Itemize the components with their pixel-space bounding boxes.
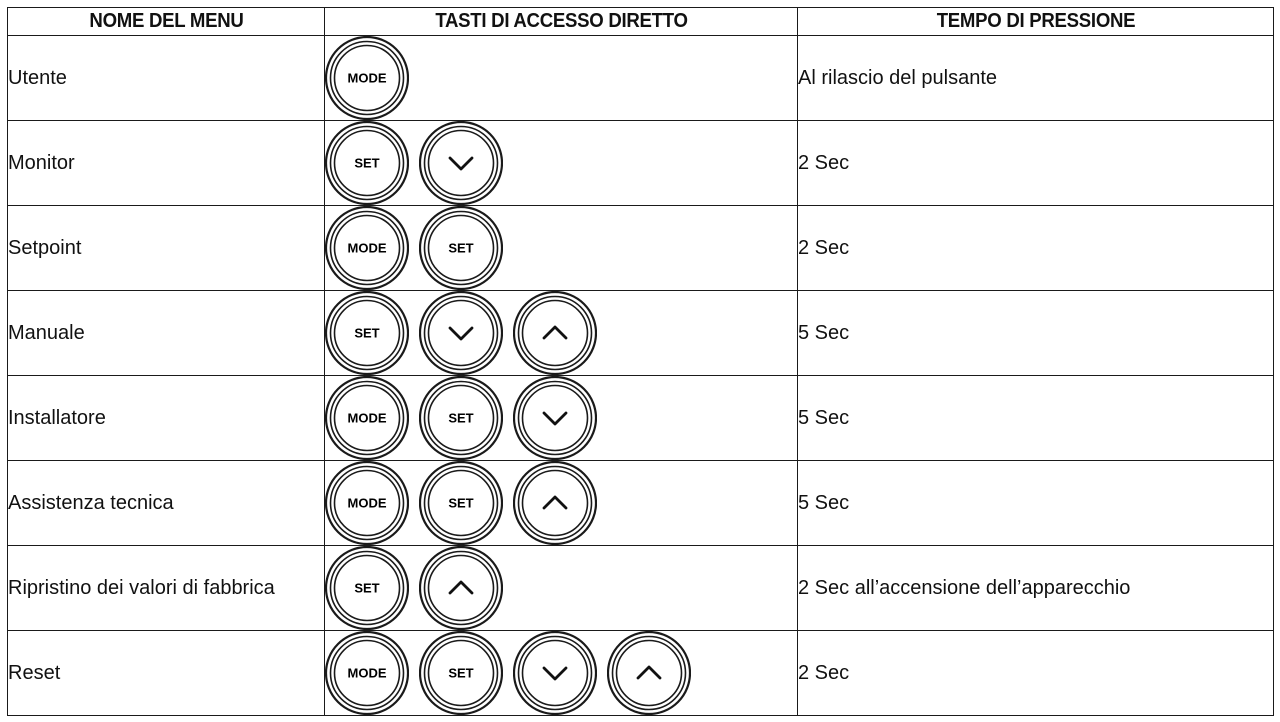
mode-key-icon [325,631,409,715]
set-key-icon [325,291,409,375]
table-row [8,121,1274,206]
set-key-label: SET [448,240,474,256]
set-key-label: SET [354,325,380,341]
menu-name-cell: Reset [8,631,325,716]
press-time-cell: 2 Sec [798,631,1274,716]
direct-keys-cell [325,461,798,546]
header-direct-keys: TASTI DI ACCESSO DIRETTO [341,8,781,36]
up-arrow-key-icon [607,631,691,715]
direct-keys-cell [325,291,798,376]
table-row [8,631,1274,716]
key-group [325,36,797,120]
key-group [325,291,797,375]
set-key-label: SET [354,155,380,171]
set-key-icon [419,376,503,460]
set-key-label: SET [354,580,380,596]
menu-name-cell: Utente [8,36,325,121]
set-key-icon [419,461,503,545]
menu-access-table [7,7,1274,716]
header-press-time: TEMPO DI PRESSIONE [814,8,1257,36]
up-arrow-key-icon [513,291,597,375]
set-key-icon [325,546,409,630]
table-row [8,36,1274,121]
chevron-down-icon [450,328,472,339]
header-menu-name: NOME DEL MENU [19,8,314,36]
mode-key-icon [325,461,409,545]
down-arrow-key-icon [419,121,503,205]
press-time-cell: 5 Sec [798,461,1274,546]
menu-name-cell: Assistenza tecnica [8,461,325,546]
mode-key-label: MODE [347,70,387,86]
set-key-icon [325,121,409,205]
press-time-cell: 5 Sec [798,291,1274,376]
down-arrow-key-icon [513,631,597,715]
table-row [8,376,1274,461]
key-group [325,546,797,630]
key-group [325,461,797,545]
press-time-cell: 2 Sec [798,206,1274,291]
set-key-icon [419,631,503,715]
direct-keys-cell [325,546,798,631]
set-key-label: SET [448,665,474,681]
press-time-cell: Al rilascio del pulsante [798,36,1274,121]
up-arrow-key-icon [419,546,503,630]
chevron-up-icon [544,327,566,338]
mode-key-label: MODE [347,495,387,511]
key-group [325,631,797,715]
table-row [8,206,1274,291]
down-arrow-key-icon [419,291,503,375]
mode-key-icon [325,36,409,120]
menu-name-cell: Manuale [8,291,325,376]
menu-name-cell: Monitor [8,121,325,206]
menu-name-cell: Ripristino dei valori di fabbrica [8,546,325,631]
set-key-label: SET [448,410,474,426]
key-group [325,376,797,460]
down-arrow-key-icon [513,376,597,460]
mode-key-icon [325,206,409,290]
direct-keys-cell [325,376,798,461]
chevron-up-icon [544,497,566,508]
mode-key-icon [325,376,409,460]
mode-key-label: MODE [347,240,387,256]
chevron-down-icon [544,668,566,679]
direct-keys-cell [325,631,798,716]
menu-name-cell: Installatore [8,376,325,461]
chevron-up-icon [450,582,472,593]
press-time-cell: 2 Sec all’accensione dell’apparecchio [798,546,1274,631]
press-time-cell: 2 Sec [798,121,1274,206]
menu-name-cell: Setpoint [8,206,325,291]
table-row [8,291,1274,376]
chevron-down-icon [544,413,566,424]
table-body [8,36,1274,716]
table-row [8,461,1274,546]
mode-key-label: MODE [347,665,387,681]
table-row [8,546,1274,631]
direct-keys-cell [325,36,798,121]
key-group [325,121,797,205]
set-key-label: SET [448,495,474,511]
direct-keys-cell [325,121,798,206]
press-time-cell: 5 Sec [798,376,1274,461]
up-arrow-key-icon [513,461,597,545]
direct-keys-cell [325,206,798,291]
chevron-down-icon [450,158,472,169]
chevron-up-icon [638,667,660,678]
table-header-row [8,8,1274,36]
mode-key-label: MODE [347,410,387,426]
key-group [325,206,797,290]
set-key-icon [419,206,503,290]
